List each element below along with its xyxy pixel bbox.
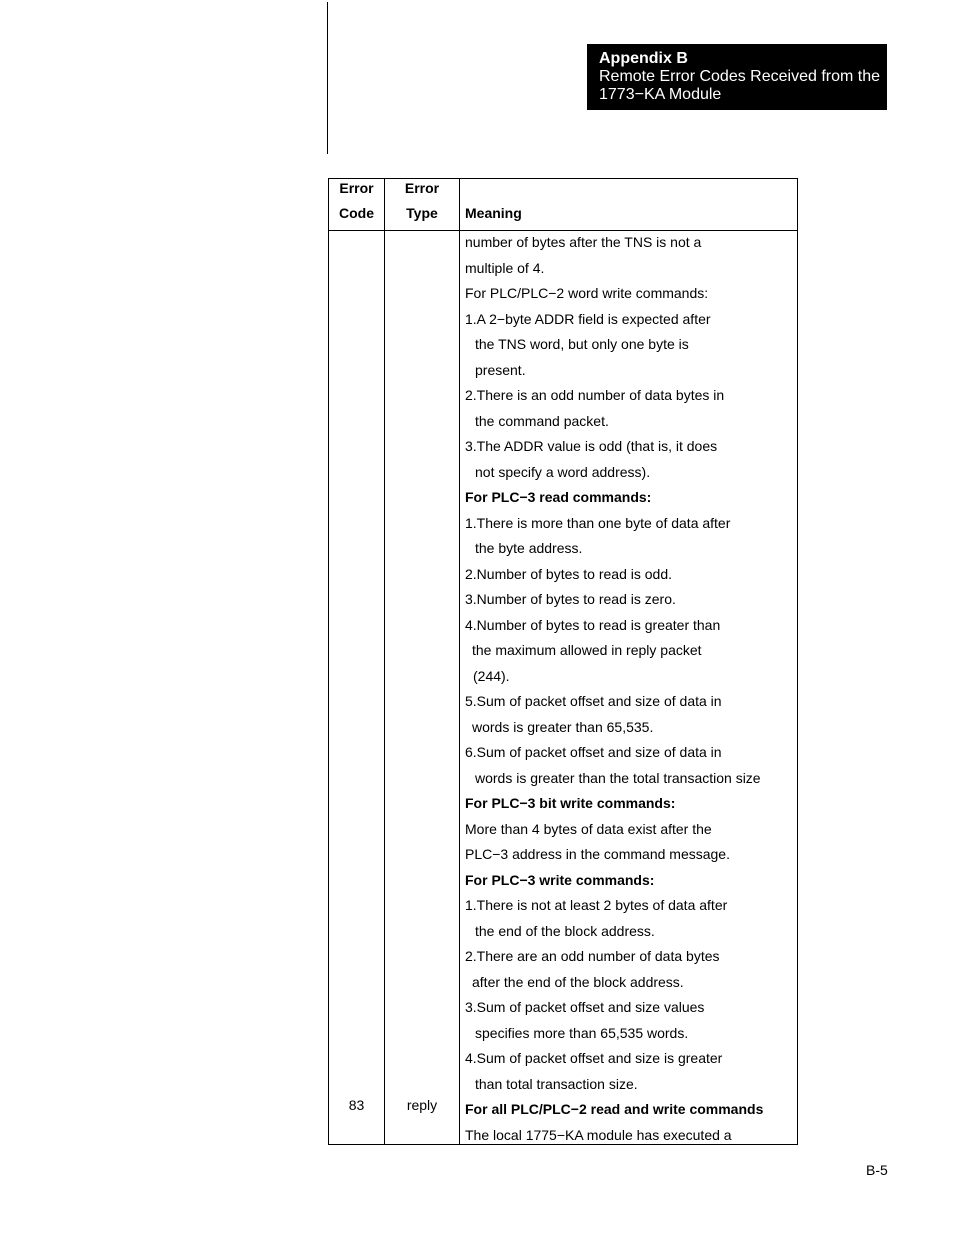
appendix-label: Appendix B <box>599 50 688 67</box>
column-divider-1 <box>384 179 385 1144</box>
meaning-subheading: For PLC−3 read commands: <box>465 489 652 505</box>
meaning-subheading: For PLC−3 bit write commands: <box>465 795 676 811</box>
meaning-line: not specify a word address). <box>475 463 651 480</box>
header-error-type-line-2: Type <box>406 205 438 221</box>
meaning-line: The local 1775−KA module has executed a <box>465 1126 732 1143</box>
meaning-subheading: For all PLC/PLC−2 read and write commands <box>465 1101 764 1117</box>
meaning-line: 2.Number of bytes to read is odd. <box>465 565 672 582</box>
meaning-line: 4.Sum of packet offset and size is greater <box>465 1050 723 1066</box>
meaning-line: the maximum allowed in reply packet <box>472 642 702 658</box>
meaning-line: number of bytes after the TNS is not a <box>465 234 702 250</box>
meaning-line: words is greater than the total transaction size <box>475 769 761 786</box>
meaning-line: after the end of the block address. <box>472 973 684 990</box>
appendix-title-line-2: 1773−KA Module <box>599 86 722 103</box>
meaning-line: 4.Number of bytes to read is greater than <box>465 616 721 633</box>
header-meaning: Meaning <box>465 205 522 221</box>
meaning-line: 2.There is an odd number of data bytes in <box>465 387 725 403</box>
meaning-line: specifies more than 65,535 words. <box>475 1024 689 1041</box>
meaning-line: 1.There is more than one byte of data after <box>465 514 731 531</box>
meaning-line: For PLC/PLC−2 word write commands: <box>465 285 709 301</box>
meaning-column <box>465 230 795 1148</box>
margin-rule <box>327 2 328 154</box>
error-code-table <box>328 178 798 1145</box>
meaning-line: More than 4 bytes of data exist after the <box>465 820 712 837</box>
header-error-code-line-2: Code <box>339 205 374 221</box>
meaning-line: than total transaction size. <box>475 1075 638 1092</box>
meaning-line: the byte address. <box>475 540 583 556</box>
page-number: B-5 <box>866 1162 888 1178</box>
meaning-line: present. <box>475 361 526 378</box>
meaning-line: 1.A 2−byte ADDR field is expected after <box>465 310 711 327</box>
header-error-code-line-1: Error <box>339 180 374 196</box>
meaning-subheading: For PLC−3 write commands: <box>465 871 655 888</box>
row-error-type: reply <box>406 1097 438 1113</box>
meaning-line: 1.There is not at least 2 bytes of data after <box>465 897 728 913</box>
column-divider-2 <box>459 179 460 1144</box>
appendix-title-line-1: Remote Error Codes Received from the <box>599 68 880 85</box>
meaning-line: the TNS word, but only one byte is <box>475 336 689 352</box>
row-error-code: 83 <box>348 1097 365 1113</box>
appendix-header <box>587 44 887 110</box>
meaning-line: 3.Sum of packet offset and size values <box>465 999 705 1015</box>
meaning-line: 3.The ADDR value is odd (that is, it does <box>465 438 718 454</box>
meaning-line: 6.Sum of packet offset and size of data in <box>465 744 722 760</box>
meaning-line: 5.Sum of packet offset and size of data in <box>465 693 722 709</box>
meaning-line: the end of the block address. <box>475 922 655 939</box>
meaning-line: the command packet. <box>475 412 609 429</box>
meaning-line: 2.There are an odd number of data bytes <box>465 948 720 964</box>
meaning-line: multiple of 4. <box>465 259 545 276</box>
meaning-line: words is greater than 65,535. <box>472 718 654 735</box>
meaning-line: (244). <box>473 667 510 684</box>
meaning-line: 3.Number of bytes to read is zero. <box>465 591 676 607</box>
header-error-type-line-1: Error <box>404 180 440 196</box>
meaning-line: PLC−3 address in the command message. <box>465 846 730 862</box>
